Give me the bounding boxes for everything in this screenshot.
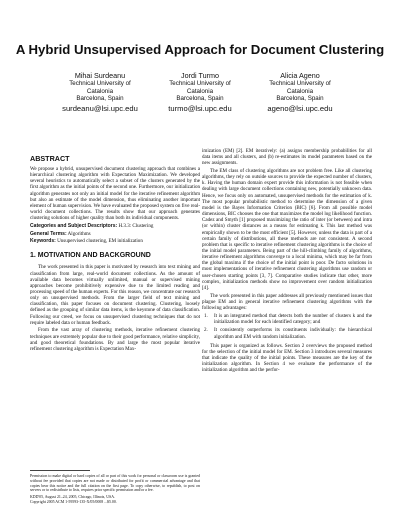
right-column bbox=[202, 148, 372, 375]
body-paragraph: imization (EM) [2]. EM iteratively: (a) assigns membership probabilities for all data items and all clusters, and (b) re-estimates its model parameters based on the new assignments. bbox=[202, 148, 372, 167]
body-paragraph: The work presented in this paper addresses all previously mentioned issues that plague EM and in general iterative refinement clustering algorithms with the following advantages: bbox=[202, 292, 372, 311]
list-item bbox=[202, 327, 372, 339]
author-city: Barcelona, Spain bbox=[176, 95, 224, 103]
keywords-value: Unsupervised clustering, EM initialization bbox=[57, 238, 143, 245]
advantages-list bbox=[202, 313, 372, 340]
permission-text: Permission to make digital or hard copies of all or part of this work for personal or classroom use is granted without fee provided that copies are not made or distributed for profit or commercial advantage and that copies bear this notice and the full citation on the first page. To copy otherwise, to republish, to post on servers or to redistribute to lists, requires prior specific permission and/or a fee. bbox=[30, 474, 200, 493]
conference-line: KDD'05, August 21–24, 2005, Chicago, Illinois, USA. bbox=[30, 495, 115, 500]
copyright-line: Copyright 2005 ACM 1-59593-135-X/05/0008 ...$5.00. bbox=[30, 499, 117, 504]
section-1-heading: 1. MOTIVATION AND BACKGROUND bbox=[30, 252, 151, 260]
author-city: Barcelona, Spain bbox=[76, 95, 124, 103]
author-name: Jordi Turmo bbox=[181, 71, 219, 80]
section-1-paragraph: From the vast array of clustering methods, iterative refinement clustering techniques are extremely popular due to their good performance, relative simplicity, and good theoretical foundations. By and large the most popular iterative refinement clustering algorithm is Expectation Max- bbox=[30, 327, 200, 352]
categories-label: Categories and Subject Descriptors: bbox=[30, 222, 118, 229]
author-email: surdeanu@lsi.upc.edu bbox=[62, 103, 138, 113]
author-1 bbox=[44, 71, 156, 114]
keywords-label: Keywords: bbox=[30, 238, 56, 245]
list-text: It is an integrated method that detects both the number of clusters k and the initialization model for each identified category; and bbox=[214, 313, 372, 326]
general-terms-label: General Terms: bbox=[30, 230, 67, 237]
author-affiliation: Technical University of bbox=[169, 80, 231, 87]
author-3 bbox=[244, 71, 356, 114]
abstract-text: We propose a hybrid, unsupervised document clustering approach that combines a hierarchical clustering algorithm with Expectation Maximization. We developed several heuristics to automatically select a subset of the clusters generated by the first algorithm as the initial points of the second one. Furthermore, our initialization algorithm generates not only an initial model for the iterative refinement algorithm but also an estimate of the model dimension, thus eliminating another important element of human supervision. We have evaluated the proposed system on five real-world document collections. The results show that our approach generates clustering solutions of higher quality than both its individual components. bbox=[30, 166, 200, 222]
list-number: 2. bbox=[204, 327, 208, 334]
keywords-line bbox=[30, 238, 200, 244]
list-text: It consistently outperforms its constituents individually: the hierarchical algorithm and EM with random initialization. bbox=[214, 327, 372, 340]
copyright-footnote bbox=[30, 470, 200, 505]
author-email: ageno@lsi.upc.edu bbox=[267, 103, 333, 113]
author-affiliation: Catalonia bbox=[86, 87, 114, 95]
author-name: Mihai Surdeanu bbox=[74, 71, 126, 80]
paper-title: A Hybrid Unsupervised Approach for Document Clustering bbox=[15, 42, 385, 57]
author-2 bbox=[144, 71, 256, 114]
author-affiliation: Catalonia bbox=[186, 87, 214, 95]
left-column bbox=[30, 150, 200, 354]
author-affiliation: Technical University of bbox=[69, 80, 131, 87]
author-email: turmo@lsi.upc.edu bbox=[168, 103, 232, 113]
author-affiliation: Catalonia bbox=[286, 87, 314, 95]
footnote-rule bbox=[30, 470, 90, 471]
general-terms-value: Algorithms bbox=[67, 230, 91, 237]
author-city: Barcelona, Spain bbox=[276, 95, 324, 103]
list-item bbox=[202, 313, 372, 325]
abstract-heading: ABSTRACT bbox=[30, 154, 70, 163]
author-name: Alicia Ageno bbox=[280, 71, 320, 80]
body-paragraph: This paper is organized as follows. Section 2 overviews the proposed method for the selection of the initial model for EM. Section 3 introduces several measures that indicate the quality of the initial points. These measures are the key of the initialization algorithm. In Section 4 we evaluate the performance of the initialization algorithm and the perfor- bbox=[202, 342, 372, 374]
author-affiliation: Technical University of bbox=[269, 80, 331, 87]
categories-value: H.3.3: Clustering bbox=[118, 222, 154, 229]
list-number: 1. bbox=[204, 313, 208, 320]
section-1-paragraph: The work presented in this paper is motivated by research into text mining and classification from large, real-world document collections. As the amount of available data becomes virtually unlimited, manual or supervised mining approaches become prohibitively expensive due to the limited reading and processing speed of the human experts. For this reason, we concentrate our research only on unsupervised methods. From the larger field of text mining and classification, this paper focuses on document clustering. Clustering, loosely defined as the grouping of similar data items, is the keystone of data classification. Following our creed, we focus on unsupervised clustering techniques that do not require labeled data or human feedback. bbox=[30, 264, 200, 326]
body-paragraph: The EM class of clustering algorithms are not problem free. Like all clustering algorithms, they rely on outside sources to provide the expected number of clusters, k. Having the human domain expert provide this information is not feasible when dealing with large document collections containing new, potentially unknown data. Hence, we focus only on automated, unsupervised methods for the estimation of k. The most popular probabilistic method to determine the dimension of a given model is the Bayes Information Criterion (BIC) [6]. From all possible model dimensions, BIC chooses the one that maximizes the model log likelihood function. Cadez and Smyth [1] proposed maximizing the ratio of inter (or between) and intra (or within) cluster distances as a means for estimating k. This last method was empirically shown to be the most efficient [5]. However, unless the data is part of a certain family of distributions, all these methods are not consistent. A second problem that is specific to iterative refinement clustering algorithms is the choice of the initial model parameters. Being part of the hill-climbing family of algorithms, iterative refinement algorithms converge to a local minima, which may be far from the global maxima if the choice of the initial point is poor. De facto solutions in most implementations of iterative refinement clustering algorithms use random or user-chosen starting points [3, 7]. Comparative studies indicate that other, more complex, initialization methods show no improvement over random initialization [4]. bbox=[202, 167, 372, 291]
general-terms-line bbox=[30, 231, 200, 237]
categories-line bbox=[30, 223, 200, 229]
